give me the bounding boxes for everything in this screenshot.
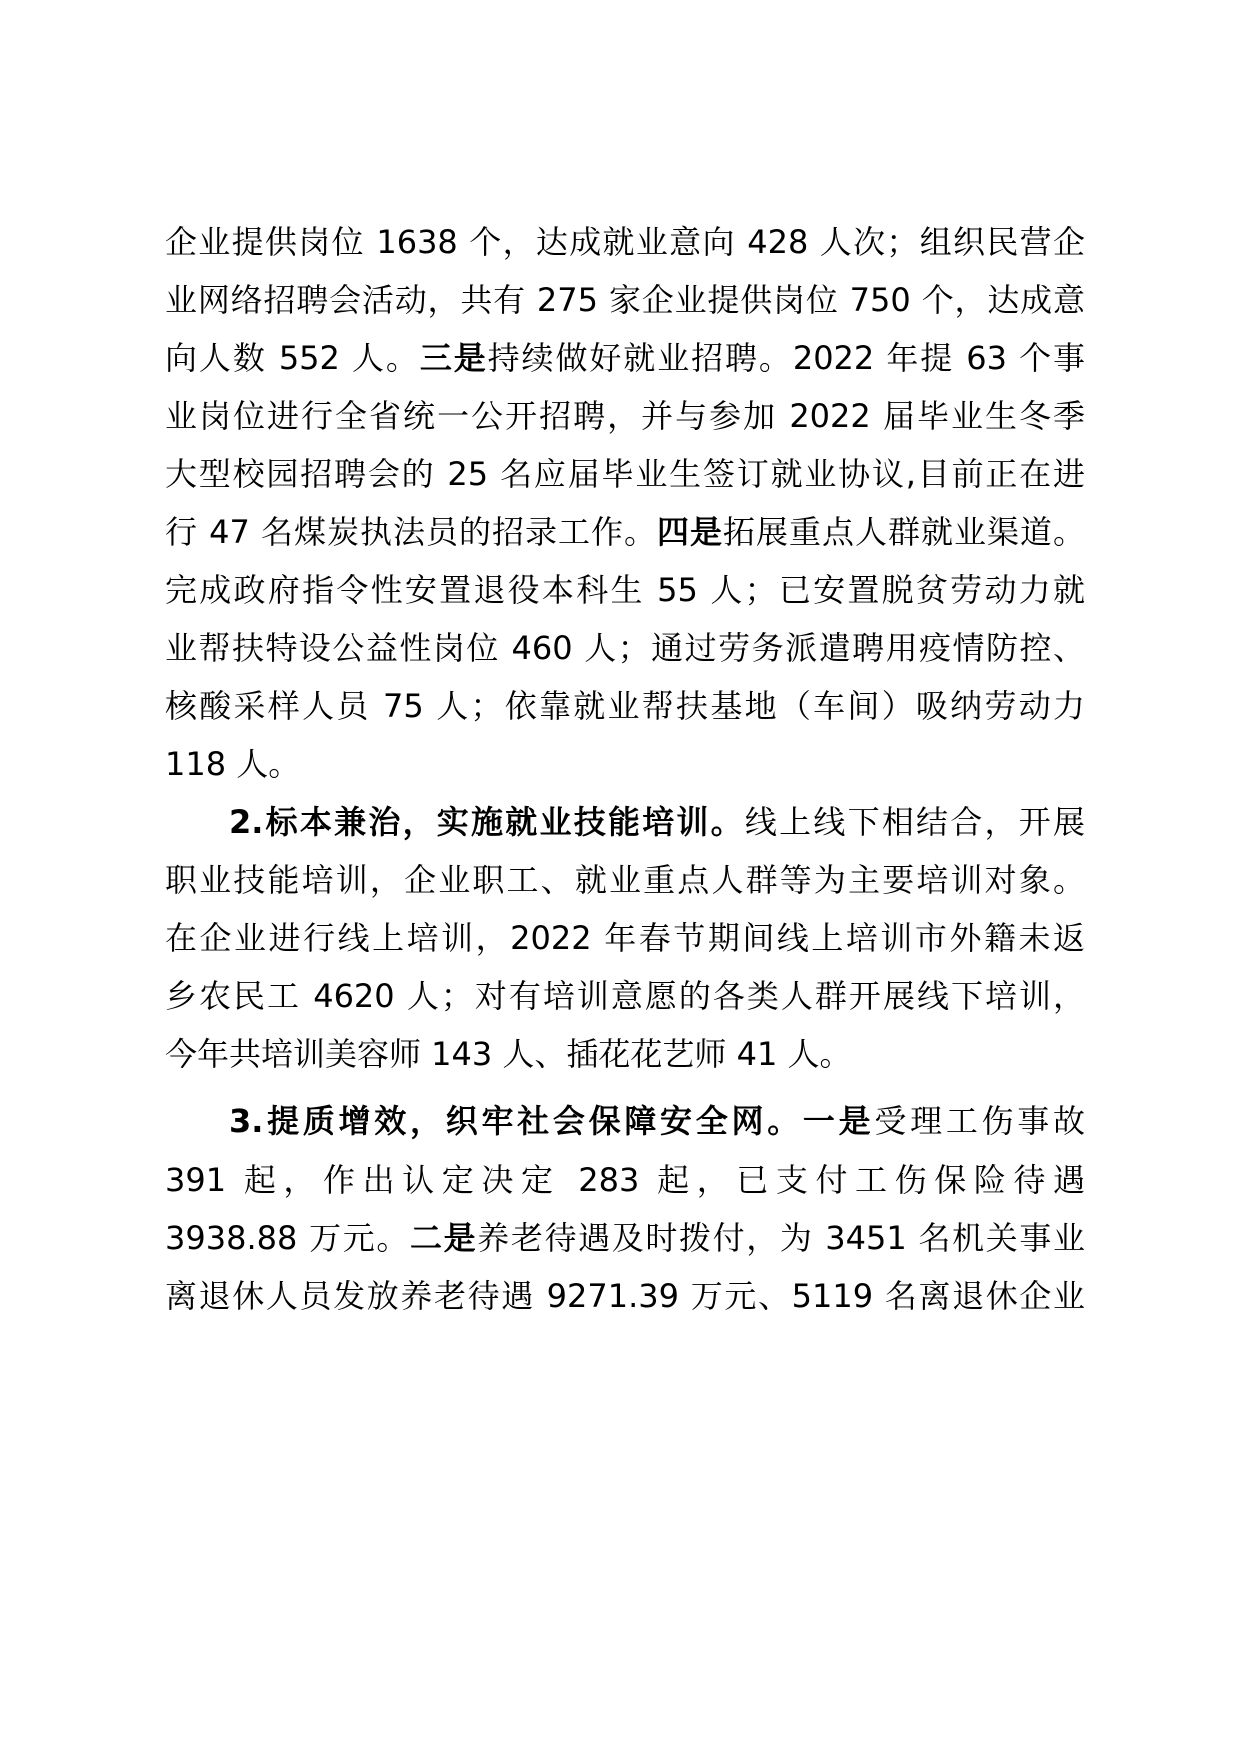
emphasis-text: 二是 [410,1219,478,1257]
text-run: 在企业进行线上培训，2022 年春节期间线上培训市外籍未返 [165,919,1085,957]
text-run: 118 人。 [165,745,301,783]
emphasis-text: 四是 [657,513,724,551]
text-run: 向人数 552 人。 [165,339,420,377]
text-line [165,396,1085,436]
text-run: 受理工伤事故 [874,1102,1085,1140]
text-run: 职业技能培训，企业职工、就业重点人群等为主要培训对象。 [165,861,1085,899]
emphasis-text: 三是 [419,339,488,377]
text-run: 业网络招聘会活动，共有 275 家企业提供岗位 750 个，达成意 [165,281,1085,319]
text-line [165,918,1085,958]
section-heading: 2.标本兼治，实施就业技能培训。 [229,803,745,841]
text-run: 业帮扶特设公益性岗位 460 人；通过劳务派遣聘用疫情防控、 [165,629,1085,667]
text-line [165,570,1085,610]
text-run: 养老待遇及时拨付，为 3451 名机关事业 [477,1219,1085,1257]
section-heading-line [229,802,1085,842]
text-run: 乡农民工 4620 人；对有培训意愿的各类人群开展线下培训， [165,977,1085,1015]
text-run: 线上线下相结合，开展 [744,803,1085,841]
text-line [165,744,1085,784]
text-line [165,454,1085,494]
text-line [165,280,1085,320]
text-run: 大型校园招聘会的 25 名应届毕业生签订就业协议,目前正在进 [165,455,1085,493]
text-line [165,1034,1085,1074]
text-run: 391 起，作出认定决定 283 起，已支付工伤保险待遇 [165,1161,1085,1199]
text-run: 离退休人员发放养老待遇 9271.39 万元、5119 名离退休企业 [165,1277,1085,1315]
text-line [165,512,1085,552]
text-run: 完成政府指令性安置退役本科生 55 人；已安置脱贫劳动力就 [165,571,1085,609]
text-line [165,1276,1085,1316]
text-run: 核酸采样人员 75 人；依靠就业帮扶基地（车间）吸纳劳动力 [165,687,1085,725]
section-heading: 3.提质增效，织牢社会保障安全网。一是 [229,1102,875,1140]
text-line [165,976,1085,1016]
text-run: 今年共培训美容师 143 人、插花花艺师 41 人。 [165,1035,852,1073]
text-line [165,1218,1085,1258]
text-run: 行 47 名煤炭执法员的招录工作。 [165,513,658,551]
text-line [165,860,1085,900]
text-line [165,628,1085,668]
text-run: 持续做好就业招聘。2022 年提 63 个事 [487,339,1085,377]
text-line [165,686,1085,726]
text-line [165,1160,1085,1200]
text-run: 3938.88 万元。 [165,1219,410,1257]
text-line [165,338,1085,378]
text-line [165,222,1085,262]
text-run: 企业提供岗位 1638 个，达成就业意向 428 人次；组织民营企 [165,223,1085,261]
text-run: 拓展重点人群就业渠道。 [723,513,1085,551]
text-run: 业岗位进行全省统一公开招聘，并与参加 2022 届毕业生冬季 [165,397,1085,435]
section-heading-line [229,1101,1085,1141]
